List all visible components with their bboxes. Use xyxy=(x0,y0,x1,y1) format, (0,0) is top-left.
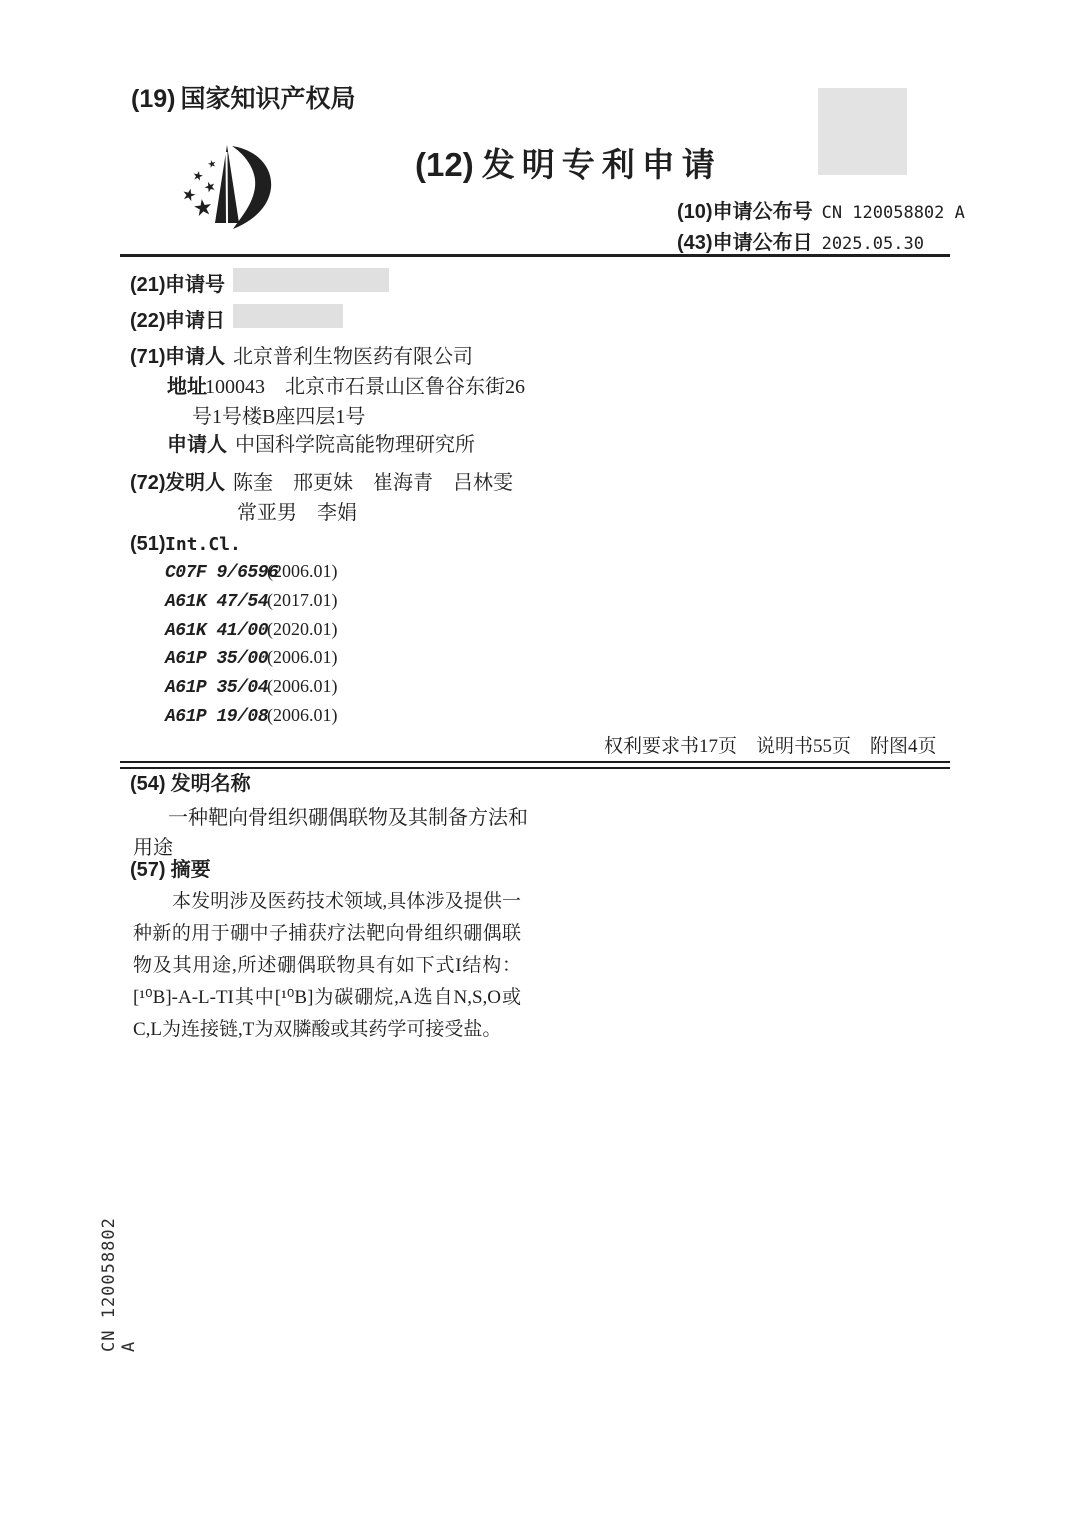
doc-type-text: 发明专利申请 xyxy=(481,146,722,183)
publication-date-line xyxy=(677,231,924,256)
cnipa-logo-icon xyxy=(172,142,284,232)
field-ins-code: (51) xyxy=(130,533,166,555)
redaction-block-application-number xyxy=(233,268,389,292)
address-label: 地址 xyxy=(167,376,207,398)
field-ins-code: (72) xyxy=(130,472,166,494)
abstract-heading xyxy=(130,858,211,883)
doc-type-ins-code: (12) xyxy=(415,146,474,183)
classification-version: (2020.01) xyxy=(267,619,338,639)
classification-row xyxy=(165,705,338,727)
classification-code: A61P 35/04 xyxy=(165,678,269,698)
publication-number-line xyxy=(677,200,965,225)
classification-version: (2006.01) xyxy=(267,561,338,581)
publication-number-value: CN 120058802 A xyxy=(821,203,965,223)
classification-row xyxy=(165,647,338,669)
abstract-line: C,L为连接链,T为双膦酸或其药学可接受盐。 xyxy=(133,1019,502,1040)
address-line-1: 100043 北京市石景山区鲁谷东街26 xyxy=(205,376,525,398)
abstract-line: 本发明涉及医药技术领域,具体涉及提供一 xyxy=(172,891,521,912)
applicant-2-label: 申请人 xyxy=(167,434,227,456)
field-row-address-cont xyxy=(192,400,365,429)
int-cl-label: Int.Cl. xyxy=(165,534,241,555)
classification-row xyxy=(165,561,338,583)
field-row-application-number xyxy=(130,268,225,297)
office-ins-code: (19) xyxy=(131,85,176,113)
inventors-label: 发明人 xyxy=(165,472,225,494)
field-row-address xyxy=(167,370,525,399)
classification-version: (2006.01) xyxy=(267,647,338,667)
classification-code: A61K 41/00 xyxy=(165,621,269,641)
applicant-2-name: 中国科学院高能物理研究所 xyxy=(235,434,475,456)
abstract-line: 物及其用途,所述硼偶联物具有如下式I结构： xyxy=(133,955,521,976)
header-divider-rule xyxy=(120,254,950,257)
invention-title-line-2: 用途 xyxy=(133,837,173,859)
invention-title-label: 发明名称 xyxy=(170,773,251,795)
classification-code: C07F 9/6596 xyxy=(165,563,279,583)
publication-number-label: (10)申请公布号 xyxy=(677,201,813,223)
classification-row xyxy=(165,590,338,612)
field-row-int-cl xyxy=(130,533,241,556)
field-ins-code: (71) xyxy=(130,346,166,368)
field-row-inventors xyxy=(130,466,513,495)
address-line-2: 号1号楼B座四层1号 xyxy=(192,406,366,428)
classification-row xyxy=(165,676,338,698)
field-ins-code: (54) xyxy=(130,773,166,795)
classification-code: A61P 35/00 xyxy=(165,649,269,669)
document-type-title xyxy=(415,144,722,185)
publication-date-label: (43)申请公布日 xyxy=(677,232,813,254)
abstract-line: 种新的用于硼中子捕获疗法靶向骨组织硼偶联 xyxy=(133,923,521,944)
classification-code: A61P 19/08 xyxy=(165,707,269,727)
office-name: 国家知识产权局 xyxy=(180,85,356,113)
issuing-office-line xyxy=(131,84,355,115)
side-vertical-publication-code: CN 120058802 A xyxy=(99,1217,139,1352)
invention-title-heading xyxy=(130,772,251,797)
application-number-label: 申请号 xyxy=(165,274,225,296)
field-ins-code: (21) xyxy=(130,274,166,296)
publication-date-value: 2025.05.30 xyxy=(821,234,924,254)
field-row-applicant-2 xyxy=(167,428,475,457)
invention-title-line-1: 一种靶向骨组织硼偶联物及其制备方法和 xyxy=(168,807,528,829)
classification-code: A61K 47/54 xyxy=(165,592,269,612)
field-ins-code: (57) xyxy=(130,859,166,881)
field-row-inventors-cont xyxy=(237,496,357,525)
abstract-line: [¹⁰B]-A-L-TI其中[¹⁰B]为碳硼烷,A选自N,S,O或 xyxy=(133,987,521,1008)
document-pages-summary: 权利要求书17页 说明书55页 附图4页 xyxy=(604,736,937,757)
abstract-text xyxy=(133,886,521,1046)
section-divider-double-rule xyxy=(120,761,950,769)
classification-version: (2006.01) xyxy=(267,705,338,725)
inventors-line-2: 常亚男 李娟 xyxy=(237,502,357,524)
applicant-name: 北京普利生物医药有限公司 xyxy=(233,346,473,368)
redaction-block-application-date xyxy=(233,304,343,328)
classification-version: (2006.01) xyxy=(267,676,338,696)
field-ins-code: (22) xyxy=(130,310,166,332)
applicant-label: 申请人 xyxy=(165,346,225,368)
field-row-application-date xyxy=(130,304,225,333)
qr-code-placeholder-icon xyxy=(818,88,907,175)
inventors-line-1: 陈奎 邢更妹 崔海青 吕林雯 xyxy=(233,472,513,494)
classification-version: (2017.01) xyxy=(267,590,338,610)
application-date-label: 申请日 xyxy=(165,310,225,332)
abstract-label: 摘要 xyxy=(170,859,211,881)
classification-row xyxy=(165,619,338,641)
field-row-applicant xyxy=(130,340,473,369)
